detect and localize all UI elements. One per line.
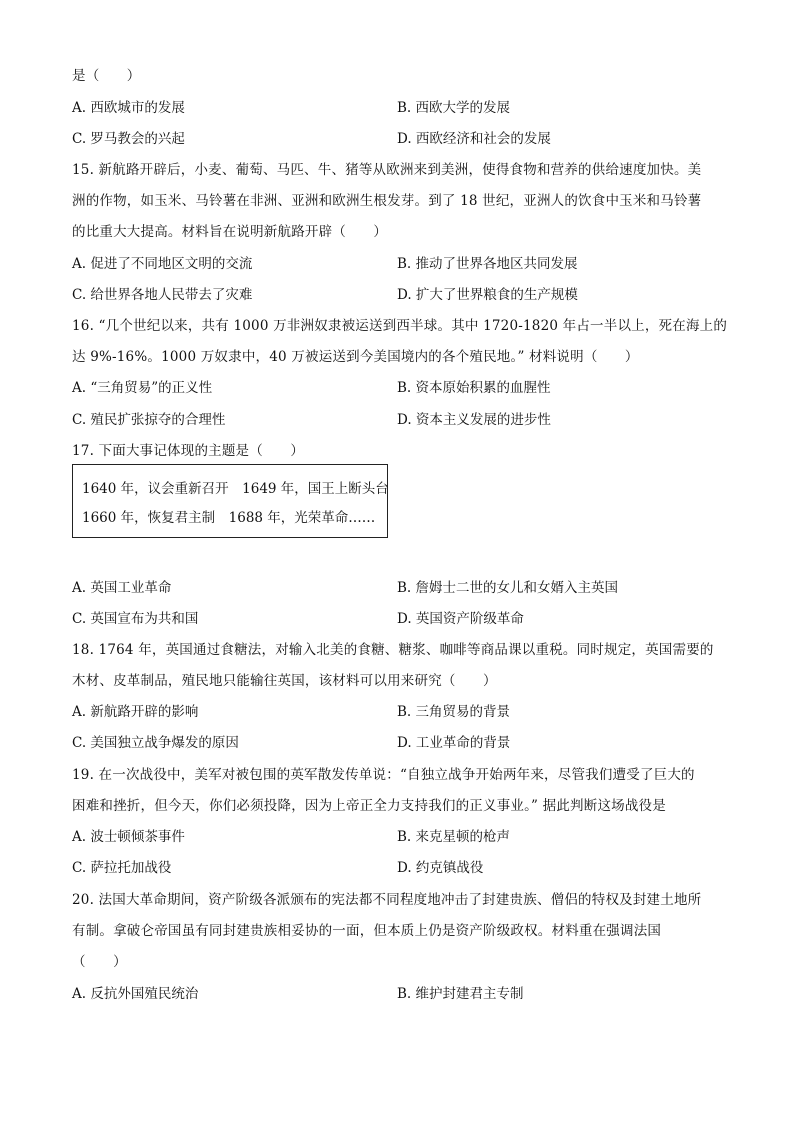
q15-option-c: C. 给世界各地人民带去了灾难 bbox=[72, 287, 253, 303]
q17-option-c: C. 英国宣布为共和国 bbox=[72, 611, 199, 627]
q20-stem-line-1: 20. 法国大革命期间，资产阶级各派颁布的宪法都不同程度地冲击了封建贵族、僧侣的特权及封建土地所 bbox=[72, 892, 702, 908]
q14-stem-tail: 是（ ） bbox=[72, 68, 141, 84]
q15-option-a: A. 促进了不同地区文明的交流 bbox=[72, 256, 253, 272]
q15-stem-line-2: 洲的作物，如玉米、马铃薯在非洲、亚洲和欧洲生根发芽。到了 18 世纪，亚洲人的饮食中玉米和马铃薯 bbox=[72, 193, 702, 209]
q20-stem-line-3: （ ） bbox=[72, 954, 127, 970]
q14-option-a: A. 西欧城市的发展 bbox=[72, 100, 185, 116]
q15-option-b: B. 推动了世界各地区共同发展 bbox=[397, 256, 578, 272]
q19-option-d: D. 约克镇战役 bbox=[397, 860, 484, 876]
q17-box-line-2: 1660 年，恢复君主制 1688 年，光荣革命…… bbox=[82, 510, 376, 526]
q16-option-b: B. 资本原始积累的血腥性 bbox=[397, 380, 551, 396]
q16-stem-line-1: 16. “几个世纪以来，共有 1000 万非洲奴隶被运送到西半球。其中 1720-1820 年占一半以上，死在海上的 bbox=[72, 318, 728, 334]
q17-timeline-box bbox=[72, 464, 388, 538]
q14-option-d: D. 西欧经济和社会的发展 bbox=[397, 131, 551, 147]
q17-box-line-1: 1640 年，议会重新召开 1649 年，国王上断头台 bbox=[82, 481, 389, 497]
q20-stem-line-2: 有制。拿破仑帝国虽有同封建贵族相妥协的一面，但本质上仍是资产阶级政权。材料重在强调法国 bbox=[72, 923, 662, 939]
q19-option-c: C. 萨拉托加战役 bbox=[72, 860, 172, 876]
q20-option-a: A. 反抗外国殖民统治 bbox=[72, 986, 199, 1002]
q19-stem-line-2: 困难和挫折，但今天，你们必须投降，因为上帝正全力支持我们的正义事业。” 据此判断这场战役是 bbox=[72, 798, 666, 814]
q16-stem-line-2: 达 9%-16%。1000 万奴隶中，40 万被运送到今美国境内的各个殖民地。” 材料说明（ ） bbox=[72, 349, 639, 365]
q19-stem-line-1: 19. 在一次战役中，美军对被包围的英军散发传单说：“自独立战争开始两年来，尽管我们遭受了巨大的 bbox=[72, 767, 695, 783]
q15-stem-line-3: 的比重大大提高。材料旨在说明新航路开辟（ ） bbox=[72, 224, 388, 240]
q15-stem-line-1: 15. 新航路开辟后，小麦、葡萄、马匹、牛、猪等从欧洲来到美洲，使得食物和营养的供给速度加快。美 bbox=[72, 162, 702, 178]
q19-option-b: B. 来克星顿的枪声 bbox=[397, 829, 511, 845]
q16-option-a: A. “三角贸易”的正义性 bbox=[72, 380, 213, 396]
q15-option-d: D. 扩大了世界粮食的生产规模 bbox=[397, 287, 578, 303]
q18-option-b: B. 三角贸易的背景 bbox=[397, 704, 511, 720]
q18-option-c: C. 美国独立战争爆发的原因 bbox=[72, 735, 239, 751]
q14-option-b: B. 西欧大学的发展 bbox=[397, 100, 511, 116]
q17-option-a: A. 英国工业革命 bbox=[72, 580, 172, 596]
q18-stem-line-2: 木材、皮革制品，殖民地只能输往英国，该材料可以用来研究（ ） bbox=[72, 673, 497, 689]
q18-option-a: A. 新航路开辟的影响 bbox=[72, 704, 199, 720]
q16-option-d: D. 资本主义发展的进步性 bbox=[397, 412, 551, 428]
q19-option-a: A. 波士顿倾茶事件 bbox=[72, 829, 185, 845]
q18-stem-line-1: 18. 1764 年，英国通过食糖法，对输入北美的食糖、糖浆、咖啡等商品课以重税。同时规定，英国需要的 bbox=[72, 642, 714, 658]
q14-option-c: C. 罗马教会的兴起 bbox=[72, 131, 185, 147]
q17-option-d: D. 英国资产阶级革命 bbox=[397, 611, 524, 627]
q17-stem: 17. 下面大事记体现的主题是（ ） bbox=[72, 443, 305, 459]
q16-option-c: C. 殖民扩张掠夺的合理性 bbox=[72, 412, 226, 428]
q20-option-b: B. 维护封建君主专制 bbox=[397, 986, 524, 1002]
q17-option-b: B. 詹姆士二世的女儿和女婿入主英国 bbox=[397, 580, 619, 596]
q18-option-d: D. 工业革命的背景 bbox=[397, 735, 511, 751]
